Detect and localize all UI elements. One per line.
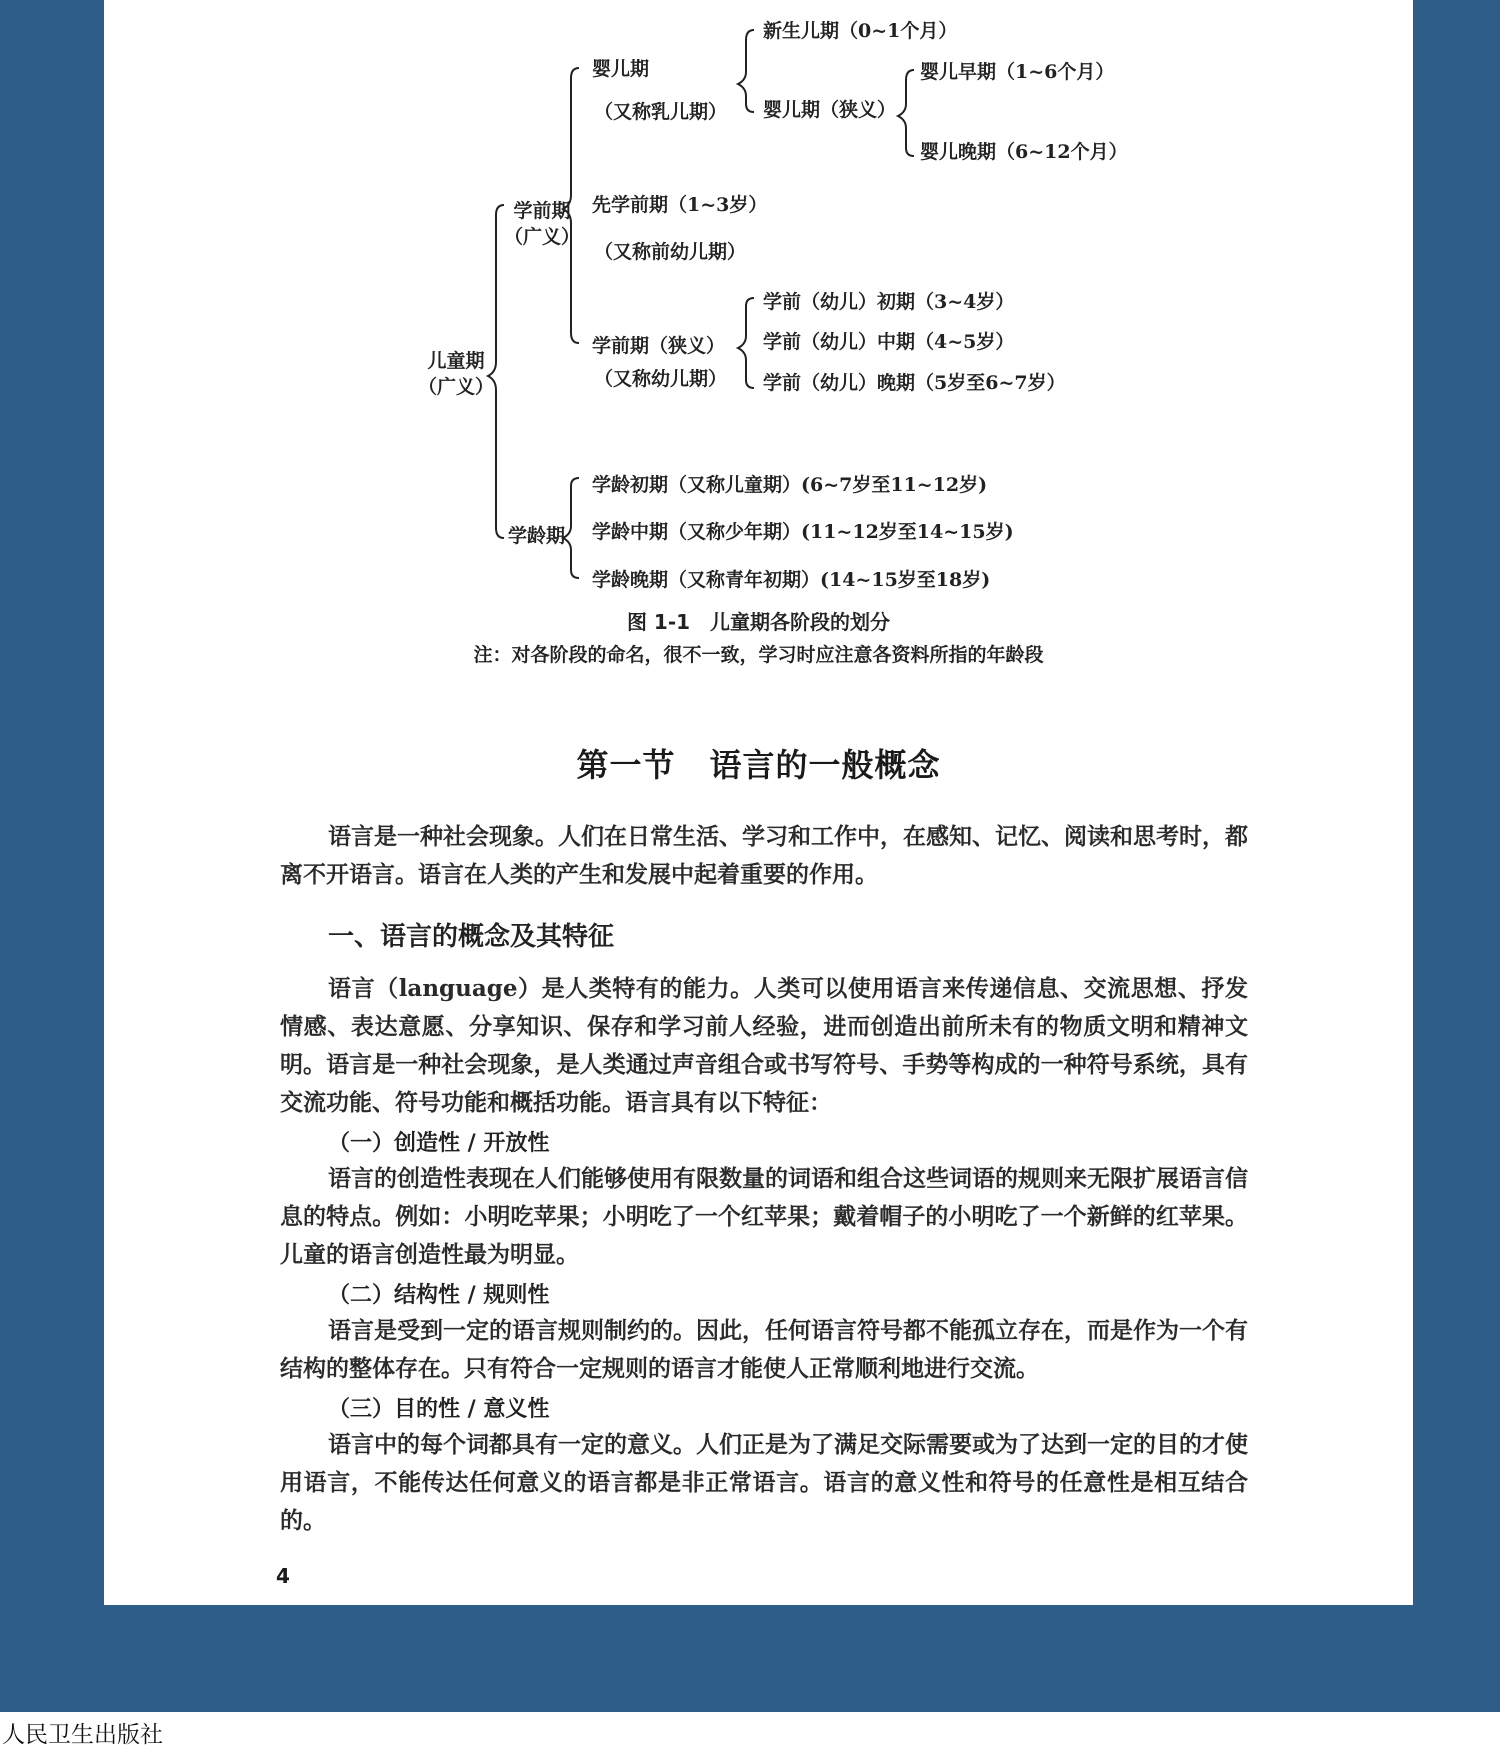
heading-concept: 一、语言的概念及其特征: [328, 922, 615, 952]
subheading-creativity: （一）创造性 / 开放性: [328, 1131, 550, 1156]
node-infant-alias: （又称乳儿期）: [594, 101, 728, 123]
creativity-paragraph: 语言的创造性表现在人们能够使用有限数量的词语和组合这些词语的规则来无限扩展语言信息的特点。例如：小明吃苹果；小明吃了一个红苹果；戴着帽子的小明吃了一个新鲜的红苹果。儿童的语言创造性最为明显。: [280, 1165, 1248, 1268]
node-preschool-narrow: 学前期（狭义）: [592, 335, 726, 357]
preschool-narrow-brace: [738, 298, 754, 388]
node-infant-early: 婴儿早期（1~6个月）: [920, 61, 1115, 83]
node-ps-early: 学前（幼儿）初期（3~4岁）: [763, 291, 1015, 313]
structure-paragraph-block: [280, 1312, 1248, 1388]
subheading-structure: （二）结构性 / 规则性: [328, 1283, 550, 1308]
concept-paragraph-block: [280, 970, 1248, 1122]
node-ps-middle: 学前（幼儿）中期（4~5岁）: [763, 331, 1015, 353]
node-pre-preschool-alias: （又称前幼儿期）: [594, 241, 747, 263]
creativity-paragraph-block: [280, 1160, 1248, 1274]
node-ps-late: 学前（幼儿）晚期（5岁至6~7岁）: [763, 372, 1066, 394]
intro-paragraph-block: [280, 818, 1248, 894]
stage-division-diagram: [104, 0, 1413, 600]
node-root: 儿童期 （广义）: [418, 350, 495, 398]
node-infant-narrow: 婴儿期（狭义）: [763, 99, 897, 121]
node-preschool: 学前期 （广义）: [504, 200, 581, 248]
node-infant-late: 婴儿晚期（6~12个月）: [920, 141, 1128, 163]
node-infant: 婴儿期: [592, 58, 650, 80]
infant-narrow-brace: [898, 70, 914, 156]
node-pre-preschool: 先学前期（1~3岁）: [592, 194, 768, 216]
purpose-paragraph-block: [280, 1426, 1248, 1540]
structure-paragraph: 语言是受到一定的语言规则制约的。因此，任何语言符号都不能孤立存在，而是作为一个有结构的整体存在。只有符合一定规则的语言才能使人正常顺利地进行交流。: [280, 1317, 1248, 1382]
subheading-purpose: （三）目的性 / 意义性: [328, 1397, 550, 1422]
purpose-paragraph: 语言中的每个词都具有一定的意义。人们正是为了满足交际需要或为了达到一定的目的才使用语言，不能传达任何意义的语言都是非正常语言。语言的意义性和符号的任意性是相互结合的。: [280, 1431, 1248, 1534]
page-number: 4: [276, 1564, 290, 1588]
section-title: [104, 740, 1413, 786]
concept-paragraph: 语言（language）是人类特有的能力。人类可以使用语言来传递信息、交流思想、抒发情感、表达意愿、分享知识、保存和学习前人经验，进而创造出前所未有的物质文明和精神文明。语言是一种社会现象，是人类通过声音组合或书写符号、手势等构成的一种符号系统，具有交流功能、符号功能和概括功能。语言具有以下特征：: [280, 975, 1248, 1116]
figure-note: 注：对各阶段的命名，很不一致，学习时应注意各资料所指的年龄段: [473, 644, 1044, 666]
node-sa-middle: 学龄中期（又称少年期）(11~12岁至14~15岁): [592, 521, 1014, 543]
figure-caption: 图 1-1 儿童期各阶段的划分: [626, 610, 891, 634]
node-sa-late: 学龄晚期（又称青年初期）(14~15岁至18岁): [592, 569, 991, 591]
section-name: 语言的一般概念: [709, 746, 941, 784]
node-preschool-narrow-alias: （又称幼儿期）: [594, 368, 728, 390]
publisher-label: 人民卫生出版社: [2, 1722, 163, 1748]
document-page: [104, 0, 1413, 1605]
infant-brace: [738, 30, 754, 112]
school-age-brace: [563, 478, 579, 578]
section-number: 第一节: [576, 746, 676, 784]
node-sa-early: 学龄初期（又称儿童期）(6~7岁至11~12岁): [592, 474, 988, 496]
intro-paragraph: 语言是一种社会现象。人们在日常生活、学习和工作中，在感知、记忆、阅读和思考时，都离不开语言。语言在人类的产生和发展中起着重要的作用。: [280, 823, 1248, 888]
diagram-braces: [104, 0, 1413, 600]
node-newborn: 新生儿期（0~1个月）: [763, 20, 958, 42]
node-school-age: 学龄期: [508, 525, 566, 547]
